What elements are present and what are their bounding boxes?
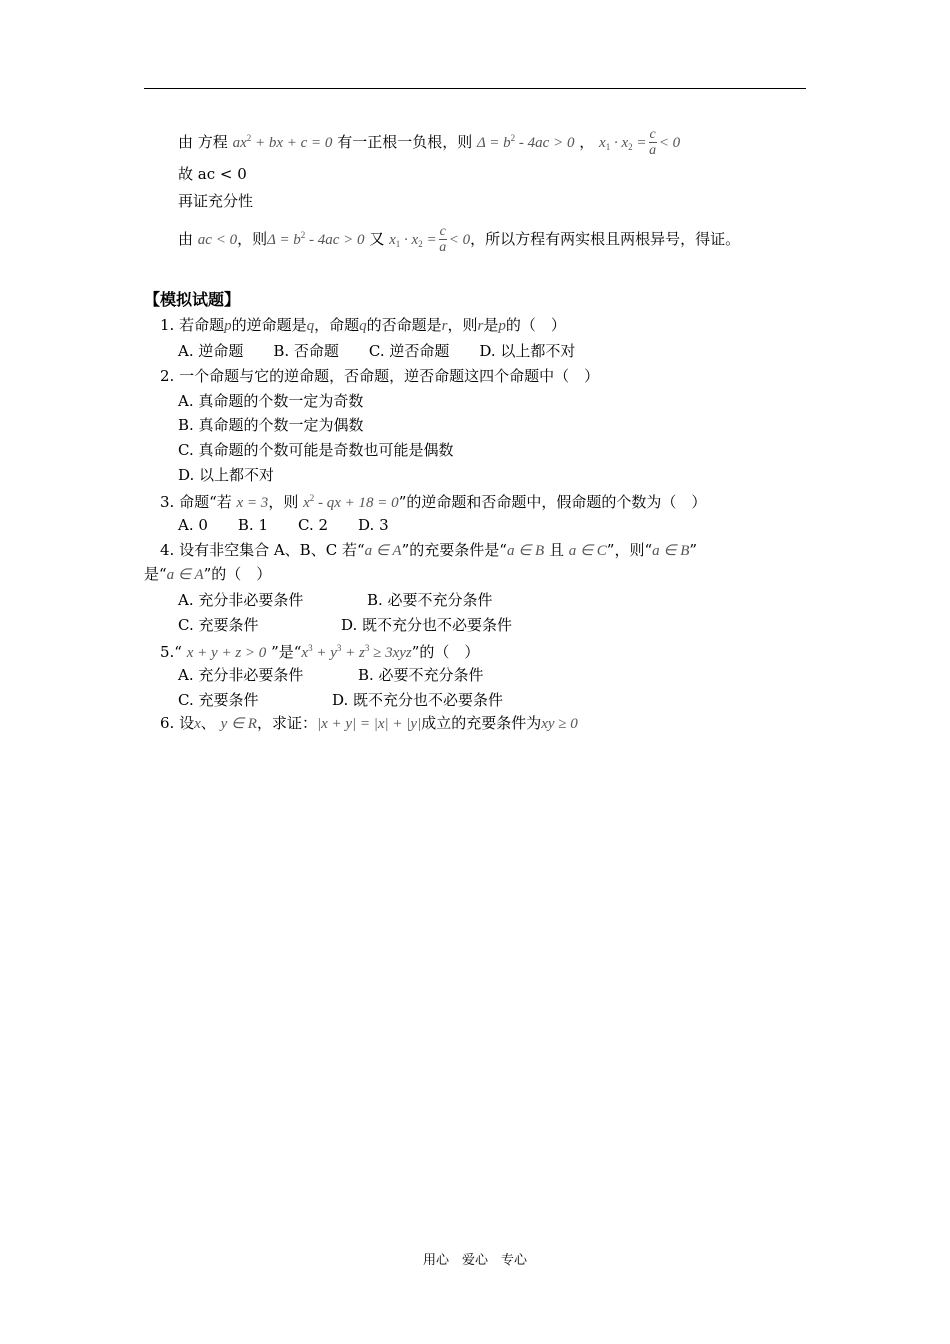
option-b: B. 必要不充分条件 <box>358 666 484 684</box>
page-footer: 用心 爱心 专心 <box>422 1253 527 1268</box>
proof-line-2: 故 ac < 0 <box>178 165 247 183</box>
question-2: 2. 一个命题与它的逆命题，否命题，逆否命题这四个命题中（ ） <box>160 367 600 385</box>
proof-text: ， <box>579 133 595 151</box>
question-3: 3. 命题“若 x = 3，则 $x^2$ - qx + 18 = 0”的逆命题和否命题中，假命题的个数为（ ） <box>160 493 707 511</box>
math-inequality: $x^3 + y^3 + z^3 \ge 3xyz$ <box>301 643 412 661</box>
proof-line-4 <box>178 225 740 256</box>
math-equation: $x^2$ - qx + 18 = 0 <box>303 493 399 511</box>
section-title: 【模拟试题】 <box>144 290 241 309</box>
math-equation: $ax^2$ + bx + c = 0 <box>232 133 333 151</box>
option-a: A. 充分非必要条件 <box>178 666 304 684</box>
math-condition: x = 3 <box>236 495 269 511</box>
option-a: A. 真命题的个数一定为奇数 <box>178 392 364 410</box>
proof-text: 又 <box>364 230 385 248</box>
proof-text: 有一正根一负根，则 <box>337 133 473 151</box>
question-4: 4. 设有非空集合 A、B、C 若“a ∈ A”的充要条件是“a ∈ B 且 a ∈ C”，则“a ∈ B” <box>160 541 698 559</box>
option-c: C. 真命题的个数可能是奇数也可能是偶数 <box>178 441 454 459</box>
proof-text: ，则 <box>237 230 268 248</box>
math-sum: x + y + z > 0 <box>186 645 267 661</box>
option-d: D. 以上都不对 <box>178 466 275 484</box>
math-product: $x_1 \cdot x_2$ = $\frac{c}{a}$ < 0 <box>389 224 471 256</box>
option-d: D. 既不充分也不必要条件 <box>332 691 504 709</box>
option-c: C. 充要条件 <box>178 691 259 709</box>
math-product: $x_1 \cdot x_2$ = $\frac{c}{a}$ < 0 <box>599 127 681 159</box>
option-d: D. 既不充分也不必要条件 <box>341 616 513 634</box>
option-c: C. 充要条件 <box>178 616 259 634</box>
question-5: 5.“ x + y + z > 0 ”是“$x^3 + y^3 + z^3 \ge 3xyz$”的（ ） <box>160 643 480 661</box>
math-ac: ac < 0 <box>197 232 238 248</box>
proof-line-1 <box>178 128 680 159</box>
question-6: 6. 设x、 y ∈ R，求证：|x + y| = |x| + |y|成立的充要条件为xy ≥ 0 <box>160 714 578 732</box>
option-b: B. 必要不充分条件 <box>367 591 493 609</box>
proof-text: 由 <box>178 230 194 248</box>
question-4-cont: 是“a ∈ A”的（ ） <box>144 565 272 583</box>
math-discriminant: $\Delta = b^2 - 4ac > 0$ <box>477 133 575 151</box>
proof-text: 由 方程 <box>178 133 228 151</box>
question-3-options: A. 0 B. 1 C. 2 D. 3 <box>178 516 389 534</box>
math-discriminant: $\Delta = b^2 - 4ac > 0$ <box>267 230 365 248</box>
question-1: 1. 若命题p的逆命题是q，命题q的否命题是r，则r是p的（ ） <box>160 316 566 334</box>
proof-text: ，所以方程有两实根且两根异号，得证。 <box>470 230 741 248</box>
proof-line-3: 再证充分性 <box>178 192 254 210</box>
option-a: A. 充分非必要条件 <box>178 591 304 609</box>
header-rule <box>144 88 806 89</box>
question-1-options: A. 逆命题 B. 否命题 C. 逆否命题 D. 以上都不对 <box>178 342 576 360</box>
option-b: B. 真命题的个数一定为偶数 <box>178 416 364 434</box>
